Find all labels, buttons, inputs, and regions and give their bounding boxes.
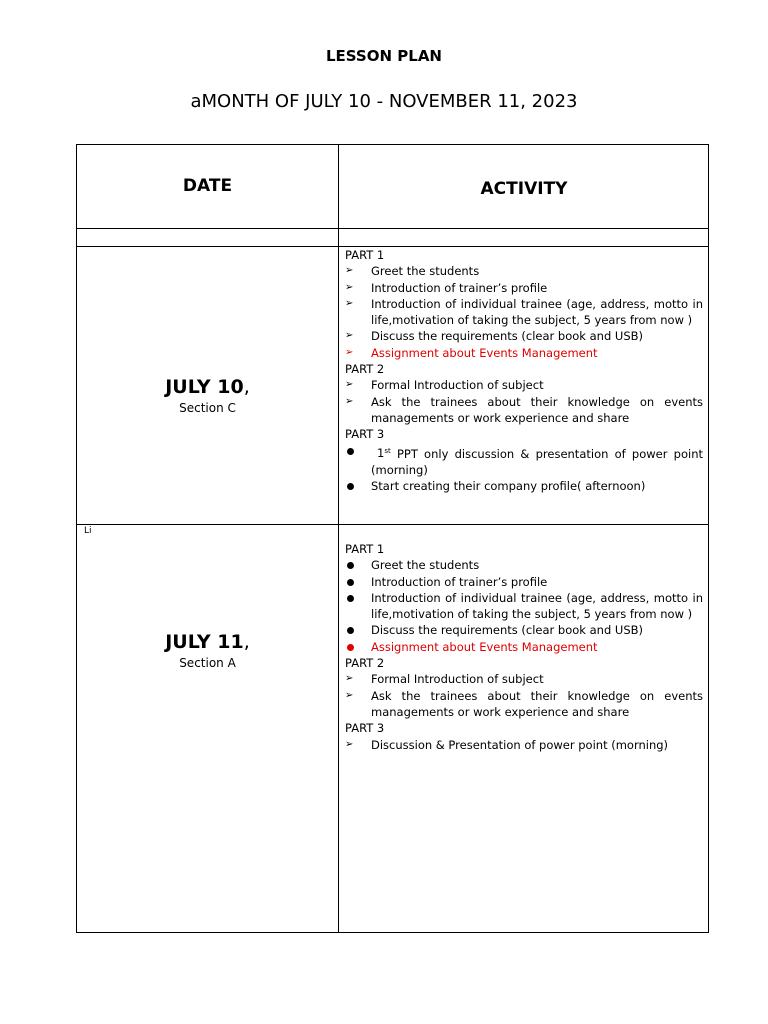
- document-subtitle: aMONTH OF JULY 10 - NOVEMBER 11, 2023: [190, 91, 578, 112]
- activity-item: [345, 737, 703, 753]
- column-divider: [338, 145, 339, 932]
- activity-item: [345, 671, 703, 687]
- bullet-dot-icon: [345, 443, 371, 478]
- activity-text-content: Formal Introduction of subject: [371, 672, 544, 687]
- activity-text-content: Discussion & Presentation of power point (morning): [371, 737, 669, 752]
- activity-text-content: Greet the students: [371, 264, 480, 279]
- activity-text: [371, 590, 703, 623]
- activity-text: [371, 688, 703, 721]
- date-label: JULY 10: [165, 376, 244, 398]
- stray-text: Li: [84, 526, 92, 536]
- activity-item: [345, 478, 703, 494]
- activity-item: [345, 557, 703, 573]
- document-title: LESSON PLAN: [326, 47, 442, 65]
- arrow-bullet-icon: ➢: [345, 379, 354, 391]
- activity-text: [371, 296, 703, 329]
- activity-item: [345, 296, 703, 329]
- activity-text: [371, 574, 703, 590]
- activity-text: [371, 394, 703, 427]
- date-comma: ,: [243, 631, 250, 653]
- arrow-bullet-icon: ➢: [345, 346, 354, 358]
- activity-text-content: Assignment about Events Management: [371, 345, 598, 360]
- header-divider: [77, 228, 708, 229]
- activity-text-content: Ask the trainees about their knowledge on events managements or work experience and share: [371, 688, 703, 719]
- activity-item: [345, 328, 703, 344]
- activity-text-content: Discuss the requirements (clear book and USB): [371, 623, 644, 638]
- activity-text: [371, 639, 703, 655]
- activity-item: [345, 574, 703, 590]
- activity-text-content: Introduction of individual trainee (age, address, motto in life,motivation of taking the subject, 5 years from now ): [371, 590, 703, 622]
- activity-item: [345, 443, 703, 478]
- date-comma: ,: [243, 376, 250, 398]
- arrow-bullet-icon: ➢: [345, 297, 354, 309]
- activity-text-content: Discuss the requirements (clear book and USB): [371, 329, 644, 344]
- activity-text-content: Formal Introduction of subject: [371, 378, 544, 393]
- arrow-bullet-icon: ➢: [345, 281, 354, 293]
- activity-text: [371, 345, 703, 361]
- lesson-plan-table: [76, 144, 709, 933]
- arrow-bullet-icon: ➢: [345, 395, 354, 407]
- activity-text: [371, 263, 703, 279]
- arrow-bullet-icon: ➢: [345, 738, 354, 750]
- activity-text-content: Ask the trainees about their knowledge on events managements or work experience and share: [371, 394, 703, 425]
- bullet-dot-icon: [345, 574, 371, 590]
- part-label: PART 3: [345, 427, 385, 442]
- activity-text: [371, 377, 703, 393]
- arrow-bullet-icon: ➢: [345, 265, 354, 277]
- activity-text: [371, 737, 703, 753]
- activity-item: [345, 345, 703, 361]
- date-cell: [77, 376, 338, 415]
- activity-item: [345, 590, 703, 623]
- arrow-bullet-icon: ➢: [345, 689, 354, 701]
- part-label: PART 3: [345, 721, 385, 736]
- part-label: PART 2: [345, 656, 385, 671]
- activity-text-content: Start creating their company profile( afternoon): [371, 478, 646, 493]
- bullet-dot-icon: [345, 639, 371, 655]
- activity-item: [345, 377, 703, 393]
- part-label: PART 2: [345, 362, 385, 377]
- activity-text-content: Assignment about Events Management: [371, 639, 598, 654]
- activity-item: [345, 263, 703, 279]
- activity-cell: [345, 541, 703, 753]
- activity-text: [371, 557, 703, 573]
- bullet-dot-icon: [345, 590, 371, 623]
- activity-item: [345, 639, 703, 655]
- activity-text-content: Introduction of trainer’s profile: [371, 280, 548, 295]
- bullet-dot-icon: [345, 478, 371, 494]
- section-label: Section C: [179, 401, 236, 415]
- activity-cell: [345, 247, 703, 494]
- activity-column-header: ACTIVITY: [480, 179, 568, 199]
- date-label: JULY 11: [165, 631, 244, 653]
- bullet-dot-icon: [345, 622, 371, 638]
- row-divider: [77, 524, 708, 525]
- activity-text-content: Introduction of trainer’s profile: [371, 574, 548, 589]
- activity-text-content: Introduction of individual trainee (age, address, motto in life,motivation of taking the subject, 5 years from now ): [371, 296, 703, 328]
- activity-text: [371, 328, 703, 344]
- activity-text: [371, 280, 703, 296]
- section-label: Section A: [179, 656, 236, 670]
- ordinal-suffix: st: [384, 446, 391, 455]
- activity-text: [371, 671, 703, 687]
- ordinal-number: 1: [377, 446, 385, 461]
- date-column-header: DATE: [182, 176, 233, 196]
- activity-item: [345, 280, 703, 296]
- arrow-bullet-icon: ➢: [345, 330, 354, 342]
- activity-text: [371, 478, 703, 494]
- activity-item: [345, 622, 703, 638]
- activity-item: [345, 688, 703, 721]
- activity-text-content: PPT only discussion & presentation of power point (morning): [371, 446, 703, 477]
- arrow-bullet-icon: ➢: [345, 673, 354, 685]
- activity-text: [371, 443, 703, 478]
- activity-text: [371, 622, 703, 638]
- activity-text-content: Greet the students: [371, 558, 480, 573]
- part-label: PART 1: [345, 542, 385, 556]
- bullet-dot-icon: [345, 557, 371, 573]
- part-label: PART 1: [345, 248, 385, 262]
- activity-item: [345, 394, 703, 427]
- date-cell: [77, 631, 338, 670]
